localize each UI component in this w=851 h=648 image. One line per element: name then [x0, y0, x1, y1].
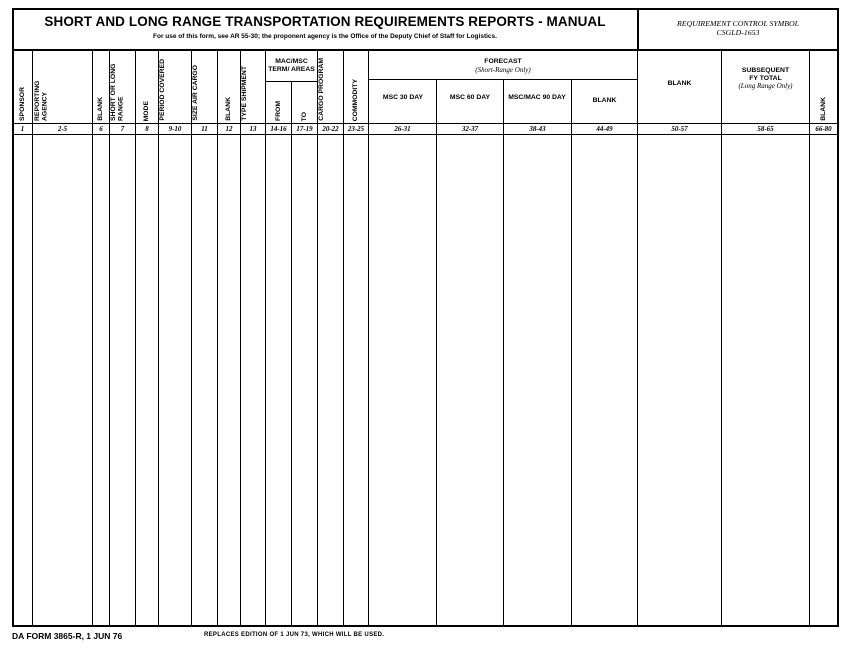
card-col: 23-25 [347, 125, 365, 133]
col-line [191, 50, 192, 626]
card-col: 17-19 [296, 125, 313, 133]
col-line [436, 79, 437, 626]
card-col: 58-65 [757, 125, 774, 133]
replaces-note: REPLACES EDITION OF 1 JUN 73, WHICH WILL BE USED. [204, 632, 385, 638]
frame-right [837, 8, 839, 627]
header-msc-mac-90-day: MSC/MAC 90 DAY [508, 94, 566, 102]
col-line [571, 79, 572, 626]
subsequent-note: (Long Range Only) [738, 82, 793, 91]
control-symbol-box [640, 19, 836, 37]
col-line [217, 50, 218, 626]
header-size-air-cargo: SIZE AIR CARGO [192, 65, 199, 121]
col-line [240, 50, 241, 626]
col-line [809, 50, 810, 626]
header-blank-3: BLANK [592, 97, 617, 105]
card-col: 50-57 [671, 125, 688, 133]
header-type-shipment: TYPE SHIPMENT [241, 66, 248, 121]
card-col: 8 [145, 125, 149, 133]
header-commodity: COMMODITY [352, 78, 360, 121]
card-col: 9-10 [168, 125, 182, 133]
header-mode: MODE [143, 100, 151, 121]
header-reporting-agency: REPORTING AGENCY [33, 80, 49, 121]
header-forecast [369, 58, 637, 74]
frame-bottom [12, 625, 839, 627]
card-col: 11 [201, 125, 208, 133]
header-mac-msc-areas: MAC/MSC TERM/ AREAS [268, 58, 315, 73]
subsequent-label: SUBSEQUENT FY TOTAL [741, 67, 790, 82]
header-short-long-range: SHORT OR LONG RANGE [110, 63, 125, 121]
card-col: 66-80 [815, 125, 832, 133]
header-to: TO [300, 111, 308, 121]
col-line [291, 81, 292, 626]
header-sponsor: SPONSOR [18, 87, 26, 121]
col-line [637, 50, 638, 626]
col-line [32, 50, 33, 626]
frame-top [12, 8, 839, 10]
header-blank-4: BLANK [667, 80, 692, 88]
header-blank-5: BLANK [819, 97, 827, 121]
card-col: 1 [20, 125, 25, 133]
col-line [343, 50, 344, 626]
col-line [265, 50, 266, 626]
col-line [109, 50, 110, 626]
col-line [317, 50, 318, 626]
header-subsequent-fy [722, 67, 809, 90]
header-blank-1: BLANK [97, 97, 105, 121]
control-symbol-label: REQUIREMENT CONTROL SYMBOL [677, 19, 799, 28]
card-col: 38-43 [529, 125, 546, 133]
card-col: 32-37 [461, 125, 479, 133]
card-col: 12 [225, 125, 233, 133]
col-line [135, 50, 136, 626]
col-line [92, 50, 93, 626]
forecast-note: (Short-Range Only) [475, 65, 531, 74]
form-number: DA FORM 3865-R, 1 JUN 76 [12, 631, 123, 641]
col-line [503, 79, 504, 626]
header-msc-30-day: MSC 30 DAY [382, 94, 424, 102]
header-blank-2: BLANK [225, 97, 233, 121]
card-col: 13 [249, 125, 257, 133]
form-subtitle: For use of this form, see AR 55-30; the proponent agency is the Office of the Deputy Chief of Staff for Logistics. [153, 33, 497, 40]
card-col: 6 [99, 125, 103, 133]
card-col: 26-31 [394, 125, 411, 133]
header-period-covered: PERIOD COVERED [159, 59, 166, 121]
header-from: FROM [274, 100, 282, 121]
card-col: 14-16 [270, 125, 287, 133]
col-line [368, 50, 369, 626]
card-col: 7 [120, 125, 125, 133]
card-row-bottom-rule [12, 134, 839, 135]
header-cargo-program: CARGO PROGRAM [318, 58, 325, 121]
card-col: 2-5 [57, 125, 68, 133]
header-msc-60-day: MSC 60 DAY [449, 94, 491, 102]
card-col: 44-49 [596, 125, 613, 133]
forecast-label: FORECAST [484, 58, 522, 65]
form-title: SHORT AND LONG RANGE TRANSPORTATION REQUIREMENTS REPORTS - MANUAL [44, 13, 606, 29]
control-box-divider [637, 8, 639, 50]
control-symbol-value: CSGLD-1653 [716, 28, 760, 37]
col-line [721, 50, 722, 626]
card-col: 20-22 [322, 125, 339, 133]
col-line [158, 50, 159, 626]
